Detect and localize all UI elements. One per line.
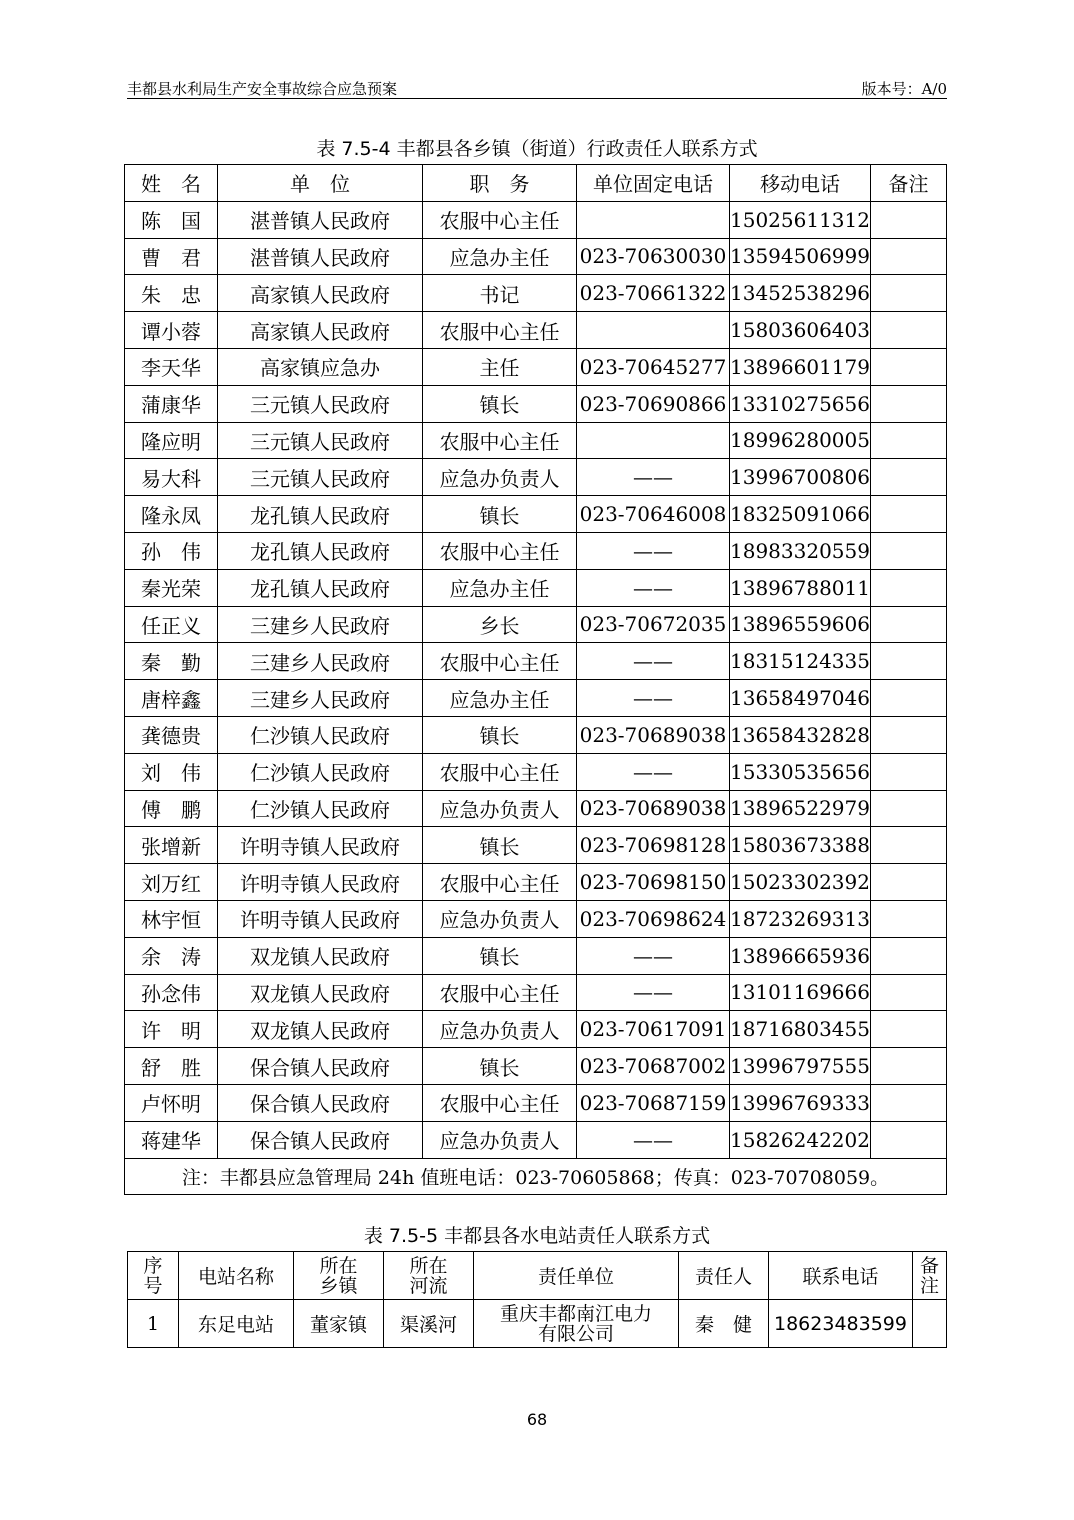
unit-cell: 三建乡人民政府 xyxy=(218,680,423,717)
office-phone-cell: —— xyxy=(577,459,730,496)
unit-cell: 三元镇人民政府 xyxy=(218,385,423,422)
remarks-cell xyxy=(871,937,947,974)
table-row xyxy=(125,1121,947,1158)
unit-cell: 仁沙镇人民政府 xyxy=(218,716,423,753)
name-cell: 傅 鹏 xyxy=(125,790,218,827)
header-town-line2: 乡镇 xyxy=(319,1274,358,1297)
position-cell: 主任 xyxy=(423,348,577,385)
header-remarks xyxy=(913,1252,947,1300)
name-cell: 张增新 xyxy=(125,827,218,864)
position-cell: 应急办主任 xyxy=(423,238,577,275)
name-cell: 李天华 xyxy=(125,348,218,385)
remarks-cell xyxy=(871,422,947,459)
version-number: 版本号：A/0 xyxy=(861,80,947,98)
table-row xyxy=(125,312,947,349)
table2-header-row xyxy=(128,1252,947,1300)
name-cell: 谭小蓉 xyxy=(125,312,218,349)
township-contacts-table xyxy=(124,164,947,1195)
office-phone-cell: 023-70698624 xyxy=(577,900,730,937)
position-cell: 农服中心主任 xyxy=(423,422,577,459)
name-cell: 秦光荣 xyxy=(125,569,218,606)
remarks-cell xyxy=(871,238,947,275)
position-cell: 农服中心主任 xyxy=(423,201,577,238)
unit-cell: 三元镇人民政府 xyxy=(218,459,423,496)
mobile-phone-cell: 13452538296 xyxy=(730,275,871,312)
table-row xyxy=(125,1011,947,1048)
name-cell: 唐梓鑫 xyxy=(125,680,218,717)
office-phone-cell: 023-70690866 xyxy=(577,385,730,422)
header-river-line1: 所在 xyxy=(409,1254,448,1277)
position-cell: 镇长 xyxy=(423,827,577,864)
remarks-cell xyxy=(871,1084,947,1121)
position-cell: 乡长 xyxy=(423,606,577,643)
position-cell: 应急办负责人 xyxy=(423,459,577,496)
position-cell: 农服中心主任 xyxy=(423,1084,577,1121)
office-phone-cell: 023-70646008 xyxy=(577,496,730,533)
header-remarks: 备注 xyxy=(871,165,947,202)
unit-cell: 双龙镇人民政府 xyxy=(218,1011,423,1048)
station-cell: 东足电站 xyxy=(179,1300,294,1348)
mobile-phone-cell: 15025611312 xyxy=(730,201,871,238)
mobile-phone-cell: 15826242202 xyxy=(730,1121,871,1158)
table-row xyxy=(125,422,947,459)
mobile-phone-cell: 13896788011 xyxy=(730,569,871,606)
mobile-phone-cell: 15803606403 xyxy=(730,312,871,349)
name-cell: 隆应明 xyxy=(125,422,218,459)
table-row xyxy=(125,201,947,238)
unit-line1: 重庆丰都南江电力 xyxy=(499,1302,652,1325)
office-phone-cell: 023-70698128 xyxy=(577,827,730,864)
position-cell: 应急办主任 xyxy=(423,569,577,606)
header-position: 职 务 xyxy=(423,165,577,202)
name-cell: 许 明 xyxy=(125,1011,218,1048)
header-responsible-unit: 责任单位 xyxy=(474,1252,679,1300)
header-unit: 单 位 xyxy=(218,165,423,202)
header-river xyxy=(384,1252,474,1300)
position-cell: 应急办负责人 xyxy=(423,900,577,937)
mobile-phone-cell: 13896522979 xyxy=(730,790,871,827)
mobile-phone-cell: 13896559606 xyxy=(730,606,871,643)
position-cell: 应急办负责人 xyxy=(423,790,577,827)
remarks-cell xyxy=(871,790,947,827)
name-cell: 易大科 xyxy=(125,459,218,496)
office-phone-cell: 023-70630030 xyxy=(577,238,730,275)
unit-cell: 龙孔镇人民政府 xyxy=(218,532,423,569)
unit-cell: 湛普镇人民政府 xyxy=(218,238,423,275)
remarks-cell xyxy=(871,312,947,349)
mobile-phone-cell: 13594506999 xyxy=(730,238,871,275)
unit-cell: 三建乡人民政府 xyxy=(218,643,423,680)
office-phone-cell: —— xyxy=(577,1121,730,1158)
mobile-phone-cell: 13996700806 xyxy=(730,459,871,496)
header-name: 姓 名 xyxy=(125,165,218,202)
table-row xyxy=(128,1300,947,1348)
table1-title: 表 7.5-4 丰都县各乡镇（街道）行政责任人联系方式 xyxy=(316,138,758,160)
table-row xyxy=(125,864,947,901)
remarks-cell xyxy=(871,680,947,717)
position-cell: 农服中心主任 xyxy=(423,643,577,680)
remarks-cell xyxy=(871,1011,947,1048)
remarks-cell xyxy=(871,643,947,680)
table1-header-row xyxy=(125,165,947,202)
table-row xyxy=(125,900,947,937)
mobile-phone-cell: 18996280005 xyxy=(730,422,871,459)
name-cell: 孙 伟 xyxy=(125,532,218,569)
table1-body xyxy=(125,201,947,1158)
mobile-phone-cell: 13896601179 xyxy=(730,348,871,385)
table-row xyxy=(125,790,947,827)
remarks-cell xyxy=(871,569,947,606)
table-row xyxy=(125,753,947,790)
header-seq xyxy=(128,1252,179,1300)
mobile-phone-cell: 18315124335 xyxy=(730,643,871,680)
position-cell: 书记 xyxy=(423,275,577,312)
mobile-phone-cell: 18723269313 xyxy=(730,900,871,937)
table-row xyxy=(125,974,947,1011)
position-cell: 镇长 xyxy=(423,385,577,422)
position-cell: 应急办负责人 xyxy=(423,1121,577,1158)
table-row xyxy=(125,1048,947,1085)
position-cell: 农服中心主任 xyxy=(423,974,577,1011)
unit-cell: 湛普镇人民政府 xyxy=(218,201,423,238)
header-remarks-line2: 注 xyxy=(919,1274,939,1297)
mobile-phone-cell: 18716803455 xyxy=(730,1011,871,1048)
table-row xyxy=(125,569,947,606)
name-cell: 林宇恒 xyxy=(125,900,218,937)
office-phone-cell: 023-70698150 xyxy=(577,864,730,901)
name-cell: 曹 君 xyxy=(125,238,218,275)
name-cell: 余 涛 xyxy=(125,937,218,974)
unit-cell: 许明寺镇人民政府 xyxy=(218,900,423,937)
office-phone-cell: —— xyxy=(577,937,730,974)
mobile-phone-cell: 18325091066 xyxy=(730,496,871,533)
page-header xyxy=(127,76,947,99)
mobile-phone-cell: 13996797555 xyxy=(730,1048,871,1085)
position-cell: 应急办负责人 xyxy=(423,1011,577,1048)
name-cell: 刘万红 xyxy=(125,864,218,901)
unit-cell: 仁沙镇人民政府 xyxy=(218,790,423,827)
header-seq-line1: 序 xyxy=(143,1254,163,1277)
table1-note-row xyxy=(125,1158,947,1195)
mobile-phone-cell: 13310275656 xyxy=(730,385,871,422)
remarks-cell xyxy=(871,716,947,753)
header-town xyxy=(294,1252,384,1300)
unit-cell: 保合镇人民政府 xyxy=(218,1084,423,1121)
office-phone-cell: —— xyxy=(577,974,730,1011)
unit-cell: 高家镇人民政府 xyxy=(218,312,423,349)
header-town-line1: 所在 xyxy=(319,1254,358,1277)
remarks-cell xyxy=(871,753,947,790)
name-cell: 任正义 xyxy=(125,606,218,643)
position-cell: 农服中心主任 xyxy=(423,864,577,901)
header-contact-phone: 联系电话 xyxy=(769,1252,913,1300)
duty-phone-note: 注：丰都县应急管理局 24h 值班电话：023-70605868；传真：023-70708059。 xyxy=(125,1158,947,1195)
remarks-cell xyxy=(871,532,947,569)
remarks-cell xyxy=(871,864,947,901)
table-row xyxy=(125,937,947,974)
table-row xyxy=(125,459,947,496)
town-cell: 董家镇 xyxy=(294,1300,384,1348)
office-phone-cell: 023-70687159 xyxy=(577,1084,730,1121)
unit-cell: 高家镇人民政府 xyxy=(218,275,423,312)
unit-cell: 三建乡人民政府 xyxy=(218,606,423,643)
remarks-cell xyxy=(871,974,947,1011)
name-cell: 蒋建华 xyxy=(125,1121,218,1158)
position-cell: 镇长 xyxy=(423,1048,577,1085)
office-phone-cell: —— xyxy=(577,643,730,680)
phone-cell: 18623483599 xyxy=(769,1300,913,1348)
header-station-name: 电站名称 xyxy=(179,1252,294,1300)
office-phone-cell: —— xyxy=(577,532,730,569)
document-title: 丰都县水利局生产安全事故综合应急预案 xyxy=(127,80,398,98)
position-cell: 镇长 xyxy=(423,496,577,533)
remarks-cell xyxy=(871,1121,947,1158)
position-cell: 农服中心主任 xyxy=(423,753,577,790)
office-phone-cell xyxy=(577,201,730,238)
remarks-cell xyxy=(871,827,947,864)
office-phone-cell: 023-70672035 xyxy=(577,606,730,643)
position-cell: 农服中心主任 xyxy=(423,312,577,349)
name-cell: 卢怀明 xyxy=(125,1084,218,1121)
table-row xyxy=(125,827,947,864)
seq-cell: 1 xyxy=(128,1300,179,1348)
hydropower-contacts-table xyxy=(127,1251,947,1348)
remarks-cell xyxy=(871,385,947,422)
office-phone-cell: 023-70689038 xyxy=(577,790,730,827)
unit-cell: 龙孔镇人民政府 xyxy=(218,569,423,606)
mobile-phone-cell: 15803673388 xyxy=(730,827,871,864)
table-row xyxy=(125,1084,947,1121)
mobile-phone-cell: 13996769333 xyxy=(730,1084,871,1121)
office-phone-cell: 023-70661322 xyxy=(577,275,730,312)
unit-cell: 双龙镇人民政府 xyxy=(218,937,423,974)
header-office-phone: 单位固定电话 xyxy=(577,165,730,202)
table-row xyxy=(125,643,947,680)
table-row xyxy=(125,716,947,753)
unit-line2: 有限公司 xyxy=(537,1322,614,1345)
mobile-phone-cell: 13101169666 xyxy=(730,974,871,1011)
name-cell: 舒 胜 xyxy=(125,1048,218,1085)
remarks-cell xyxy=(871,900,947,937)
mobile-phone-cell: 13658432828 xyxy=(730,716,871,753)
unit-cell: 许明寺镇人民政府 xyxy=(218,864,423,901)
office-phone-cell xyxy=(577,312,730,349)
unit-cell: 仁沙镇人民政府 xyxy=(218,753,423,790)
position-cell: 应急办主任 xyxy=(423,680,577,717)
header-mobile-phone: 移动电话 xyxy=(730,165,871,202)
table2-title: 表 7.5-5 丰都县各水电站责任人联系方式 xyxy=(363,1225,711,1247)
office-phone-cell: —— xyxy=(577,753,730,790)
header-river-line2: 河流 xyxy=(409,1274,448,1297)
unit-cell xyxy=(474,1300,679,1348)
office-phone-cell: —— xyxy=(577,680,730,717)
mobile-phone-cell: 15330535656 xyxy=(730,753,871,790)
table-row xyxy=(125,680,947,717)
remarks-cell xyxy=(871,275,947,312)
name-cell: 陈 国 xyxy=(125,201,218,238)
unit-cell: 许明寺镇人民政府 xyxy=(218,827,423,864)
office-phone-cell: 023-70645277 xyxy=(577,348,730,385)
unit-cell: 保合镇人民政府 xyxy=(218,1048,423,1085)
position-cell: 镇长 xyxy=(423,937,577,974)
header-remarks-line1: 备 xyxy=(919,1254,939,1277)
remarks-cell xyxy=(871,1048,947,1085)
office-phone-cell: —— xyxy=(577,569,730,606)
mobile-phone-cell: 15023302392 xyxy=(730,864,871,901)
table-row xyxy=(125,238,947,275)
remarks-cell xyxy=(871,459,947,496)
name-cell: 龚德贵 xyxy=(125,716,218,753)
name-cell: 蒲康华 xyxy=(125,385,218,422)
mobile-phone-cell: 18983320559 xyxy=(730,532,871,569)
person-cell: 秦 健 xyxy=(679,1300,769,1348)
remarks-cell xyxy=(871,201,947,238)
unit-cell: 三元镇人民政府 xyxy=(218,422,423,459)
page-number: 68 xyxy=(526,1410,548,1429)
table-row xyxy=(125,275,947,312)
remarks-cell xyxy=(871,496,947,533)
unit-cell: 双龙镇人民政府 xyxy=(218,974,423,1011)
position-cell: 农服中心主任 xyxy=(423,532,577,569)
name-cell: 朱 忠 xyxy=(125,275,218,312)
unit-cell: 保合镇人民政府 xyxy=(218,1121,423,1158)
table-row xyxy=(125,348,947,385)
remarks-cell xyxy=(913,1300,947,1348)
table-row xyxy=(125,496,947,533)
header-seq-line2: 号 xyxy=(143,1274,163,1297)
mobile-phone-cell: 13896665936 xyxy=(730,937,871,974)
position-cell: 镇长 xyxy=(423,716,577,753)
unit-cell: 高家镇应急办 xyxy=(218,348,423,385)
name-cell: 秦 勤 xyxy=(125,643,218,680)
office-phone-cell: 023-70689038 xyxy=(577,716,730,753)
river-cell: 渠溪河 xyxy=(384,1300,474,1348)
office-phone-cell: 023-70617091 xyxy=(577,1011,730,1048)
mobile-phone-cell: 13658497046 xyxy=(730,680,871,717)
table-row xyxy=(125,532,947,569)
table-row xyxy=(125,606,947,643)
remarks-cell xyxy=(871,348,947,385)
unit-cell: 龙孔镇人民政府 xyxy=(218,496,423,533)
name-cell: 孙念伟 xyxy=(125,974,218,1011)
table-row xyxy=(125,385,947,422)
office-phone-cell: 023-70687002 xyxy=(577,1048,730,1085)
name-cell: 刘 伟 xyxy=(125,753,218,790)
remarks-cell xyxy=(871,606,947,643)
header-responsible-person: 责任人 xyxy=(679,1252,769,1300)
office-phone-cell xyxy=(577,422,730,459)
name-cell: 隆永凤 xyxy=(125,496,218,533)
